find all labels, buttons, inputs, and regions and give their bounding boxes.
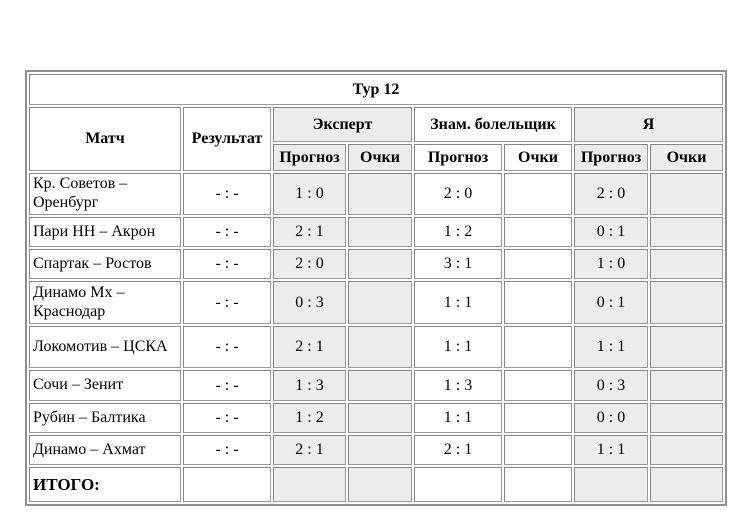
table-row (29, 435, 723, 465)
fan-points-cell (504, 403, 572, 433)
me-points-cell (650, 403, 723, 433)
expert-forecast-cell: 1 : 0 (273, 173, 346, 215)
me-points-cell (650, 217, 723, 247)
fan-forecast-header: Прогноз (414, 144, 502, 171)
table-row (29, 403, 723, 433)
fan-points-cell (504, 217, 572, 247)
expert-forecast-cell: 1 : 3 (273, 370, 346, 401)
total-me-forecast-cell (574, 467, 648, 502)
expert-points-cell (348, 173, 412, 215)
fan-forecast-cell: 1 : 1 (414, 326, 502, 368)
table-row (29, 217, 723, 247)
fan-group-header: Знам. болельщик (414, 107, 572, 142)
match-cell: Рубин – Балтика (29, 403, 181, 433)
fan-points-cell (504, 173, 572, 215)
result-cell: - : - (183, 326, 271, 368)
fan-forecast-cell: 1 : 1 (414, 281, 502, 324)
total-expert-forecast-cell (273, 467, 346, 502)
expert-forecast-cell: 2 : 0 (273, 249, 346, 279)
expert-forecast-cell: 0 : 3 (273, 281, 346, 324)
expert-points-cell (348, 435, 412, 465)
fan-forecast-cell: 2 : 0 (414, 173, 502, 215)
expert-forecast-cell: 2 : 1 (273, 217, 346, 247)
me-forecast-cell: 1 : 1 (574, 326, 648, 368)
fan-points-cell (504, 326, 572, 368)
result-cell: - : - (183, 173, 271, 215)
round-title: Тур 12 (29, 74, 723, 105)
me-forecast-cell: 0 : 1 (574, 217, 648, 247)
expert-points-header: Очки (348, 144, 412, 171)
match-cell: Динамо Мх – Краснодар (29, 281, 181, 324)
expert-forecast-cell: 2 : 1 (273, 435, 346, 465)
me-forecast-cell: 1 : 1 (574, 435, 648, 465)
match-cell: Кр. Советов – Оренбург (29, 173, 181, 215)
expert-forecast-header: Прогноз (273, 144, 346, 171)
expert-points-cell (348, 217, 412, 247)
total-fan-forecast-cell (414, 467, 502, 502)
fan-points-cell (504, 435, 572, 465)
match-cell: Пари НН – Акрон (29, 217, 181, 247)
expert-points-cell (348, 249, 412, 279)
me-points-cell (650, 326, 723, 368)
match-cell: Локомотив – ЦСКА (29, 326, 181, 368)
me-forecast-cell: 0 : 0 (574, 403, 648, 433)
result-cell: - : - (183, 281, 271, 324)
total-label: ИТОГО: (29, 467, 181, 502)
me-points-cell (650, 281, 723, 324)
me-forecast-cell: 0 : 3 (574, 370, 648, 401)
title-row (29, 74, 723, 105)
total-row (29, 467, 723, 502)
match-cell: Спартак – Ростов (29, 249, 181, 279)
total-fan-points-cell (504, 467, 572, 502)
total-me-points-cell (650, 467, 723, 502)
group-header-row (29, 107, 723, 142)
me-points-cell (650, 435, 723, 465)
me-forecast-cell: 2 : 0 (574, 173, 648, 215)
fan-forecast-cell: 1 : 1 (414, 403, 502, 433)
fan-forecast-cell: 1 : 2 (414, 217, 502, 247)
me-points-cell (650, 173, 723, 215)
total-result-cell (183, 467, 271, 502)
match-cell: Динамо – Ахмат (29, 435, 181, 465)
table-row (29, 370, 723, 401)
fan-points-cell (504, 249, 572, 279)
predictions-table (25, 70, 727, 506)
expert-group-header: Эксперт (273, 107, 412, 142)
expert-points-cell (348, 370, 412, 401)
fan-forecast-cell: 1 : 3 (414, 370, 502, 401)
me-points-cell (650, 370, 723, 401)
expert-forecast-cell: 2 : 1 (273, 326, 346, 368)
expert-points-cell (348, 326, 412, 368)
result-cell: - : - (183, 249, 271, 279)
match-column-header: Матч (29, 107, 181, 171)
table-row (29, 249, 723, 279)
result-cell: - : - (183, 403, 271, 433)
expert-points-cell (348, 403, 412, 433)
table-row (29, 326, 723, 368)
match-cell: Сочи – Зенит (29, 370, 181, 401)
me-points-cell (650, 249, 723, 279)
me-forecast-header: Прогноз (574, 144, 648, 171)
me-group-header: Я (574, 107, 723, 142)
table-row (29, 173, 723, 215)
table-row (29, 281, 723, 324)
fan-points-cell (504, 370, 572, 401)
total-expert-points-cell (348, 467, 412, 502)
result-column-header: Результат (183, 107, 271, 171)
fan-forecast-cell: 3 : 1 (414, 249, 502, 279)
expert-points-cell (348, 281, 412, 324)
result-cell: - : - (183, 435, 271, 465)
result-cell: - : - (183, 370, 271, 401)
fan-forecast-cell: 2 : 1 (414, 435, 502, 465)
result-cell: - : - (183, 217, 271, 247)
me-points-header: Очки (650, 144, 723, 171)
fan-points-cell (504, 281, 572, 324)
me-forecast-cell: 1 : 0 (574, 249, 648, 279)
me-forecast-cell: 0 : 1 (574, 281, 648, 324)
expert-forecast-cell: 1 : 2 (273, 403, 346, 433)
fan-points-header: Очки (504, 144, 572, 171)
